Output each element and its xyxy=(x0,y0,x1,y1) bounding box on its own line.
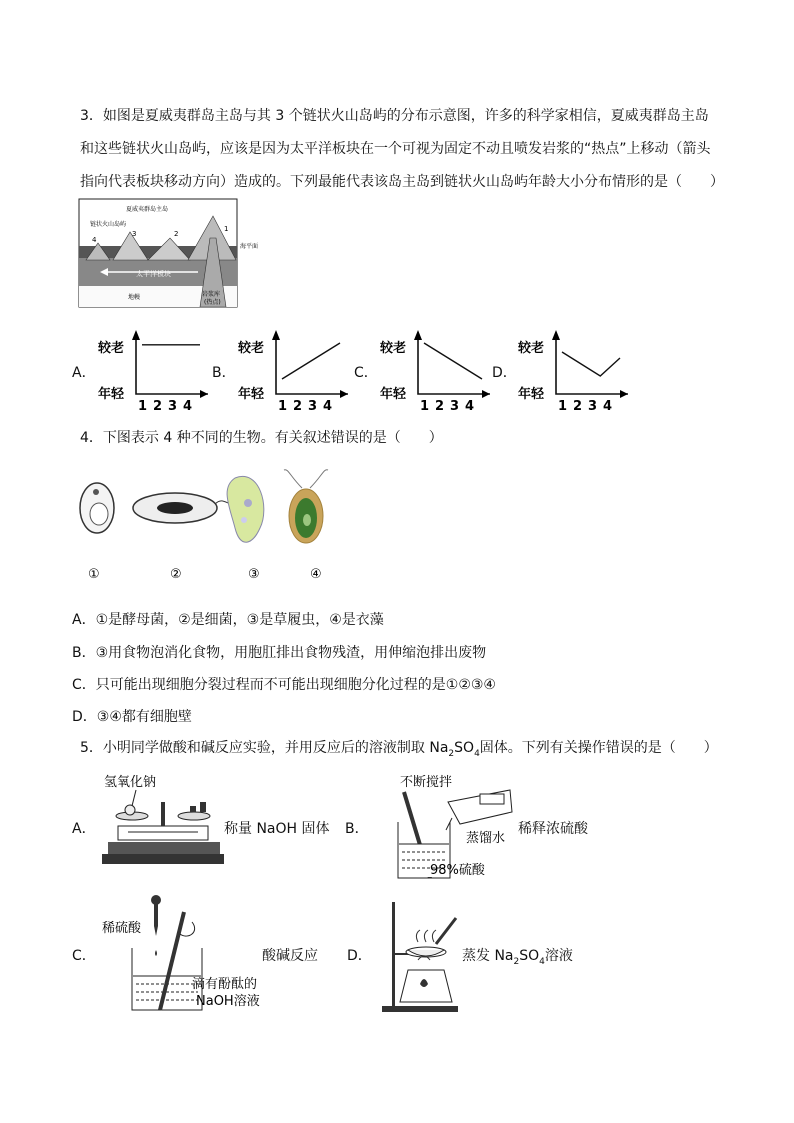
svg-text:2: 2 xyxy=(174,230,179,238)
svg-text:2: 2 xyxy=(293,399,303,414)
svg-text:较老: 较老 xyxy=(380,341,407,356)
svg-text:4: 4 xyxy=(603,399,613,414)
svg-text:3: 3 xyxy=(588,399,598,414)
q3-graph-d xyxy=(518,330,628,416)
paramecium-image xyxy=(227,476,264,542)
q3-hotspot-diagram xyxy=(78,198,268,310)
svg-text:③: ③ xyxy=(248,567,260,582)
q3-graph-b xyxy=(238,330,348,416)
svg-text:年轻: 年轻 xyxy=(238,387,265,402)
svg-text:3: 3 xyxy=(450,399,460,414)
magma-label: 岩浆库 xyxy=(202,291,221,298)
chlamydomonas-image xyxy=(284,470,328,543)
q3-option-a[interactable]: A． xyxy=(72,365,96,381)
svg-text:4: 4 xyxy=(183,399,193,414)
neutralization-image xyxy=(100,892,280,1020)
q5-option-d[interactable]: D． xyxy=(347,948,372,964)
q3-stem: 3．如图是夏威夷群岛主岛与其 3 个链状火山岛屿的分布示意图，许多的科学家相信，夏威夷群岛主岛和这些链状火山岛屿，应该是因为太平洋板块在一个可视为固定不动且喷发岩浆的“热点”上移动（箭头指向代表板块移动方向）造成的。下列最能代表该岛主岛到链状火山岛屿年龄大小分布情形的是（ ） xyxy=(80,108,724,190)
q3-graph-line xyxy=(562,352,620,376)
q4-option-c[interactable]: C．只可能出现细胞分裂过程而不可能出现细胞分化过程的是①②③④ xyxy=(72,677,496,693)
q3-graph-a xyxy=(98,330,208,416)
svg-text:2: 2 xyxy=(435,399,445,414)
svg-text:稀硫酸: 稀硫酸 xyxy=(102,921,142,936)
bacterium-image xyxy=(133,493,240,523)
svg-text:较老: 较老 xyxy=(518,341,545,356)
svg-text:较老: 较老 xyxy=(98,341,125,356)
svg-text:1: 1 xyxy=(278,399,288,414)
svg-text:不断搅拌: 不断搅拌 xyxy=(400,775,453,790)
q4-option-d[interactable]: D．③④都有细胞壁 xyxy=(72,709,192,725)
q3-graph-c xyxy=(380,330,490,416)
balance-image xyxy=(98,772,228,870)
svg-text:NaOH溶液: NaOH溶液 xyxy=(196,994,260,1009)
svg-text:年轻: 年轻 xyxy=(380,387,407,402)
q3-option-d[interactable]: D． xyxy=(492,365,517,381)
q3-graph-line xyxy=(282,343,340,379)
svg-text:①: ① xyxy=(88,567,100,582)
svg-text:氢氧化钠: 氢氧化钠 xyxy=(104,775,157,790)
hotspot-label: (热点) xyxy=(204,299,221,306)
svg-text:蒸馏水: 蒸馏水 xyxy=(466,831,506,846)
q5-option-c[interactable]: C． xyxy=(72,948,96,964)
q5-c-label: 酸碱反应 xyxy=(262,948,318,964)
q4-organisms xyxy=(70,468,360,588)
q3-option-b[interactable]: B． xyxy=(212,365,236,381)
q5-stem: 5．小明同学做酸和碱反应实验，并用反应后的溶液制取 $Na_2SO_4$固体。下列有关操作错误的是（ ） xyxy=(80,740,718,759)
q3-option-c[interactable]: C． xyxy=(354,365,378,381)
svg-text:年轻: 年轻 xyxy=(518,387,545,402)
q3-graph-line xyxy=(424,343,482,379)
svg-text:较老: 较老 xyxy=(238,341,265,356)
main-island-label: 夏威夷群岛主岛 xyxy=(126,206,169,213)
svg-text:3: 3 xyxy=(168,399,178,414)
q5-d-label: 蒸发 $Na_2SO_4$溶液 xyxy=(462,948,573,967)
q5-a-label: 称量 NaOH 固体 xyxy=(224,821,330,837)
svg-text:1: 1 xyxy=(138,399,148,414)
sea-level-label: 海平面 xyxy=(240,243,259,250)
svg-text:98%硫酸: 98%硫酸 xyxy=(430,863,485,878)
svg-text:1: 1 xyxy=(420,399,430,414)
q4-stem: 4．下图表示 4 种不同的生物。有关叙述错误的是（ ） xyxy=(80,430,443,446)
svg-text:滴有酚酞的: 滴有酚酞的 xyxy=(192,977,258,992)
svg-text:2: 2 xyxy=(153,399,163,414)
q4-option-b[interactable]: B．③用食物泡消化食物，用胞肛排出食物残渣，用伸缩泡排出废物 xyxy=(72,645,487,661)
svg-text:4: 4 xyxy=(465,399,475,414)
svg-text:3: 3 xyxy=(308,399,318,414)
svg-text:4: 4 xyxy=(323,399,333,414)
svg-text:②: ② xyxy=(170,567,182,582)
q5-b-label: 稀释浓硫酸 xyxy=(518,821,588,837)
svg-text:1: 1 xyxy=(558,399,568,414)
svg-text:1: 1 xyxy=(224,225,229,233)
yeast-image xyxy=(80,483,114,533)
q5-option-a[interactable]: A． xyxy=(72,821,96,837)
q5-option-b[interactable]: B． xyxy=(345,821,369,837)
svg-text:年轻: 年轻 xyxy=(98,387,125,402)
chain-label: 链状火山岛屿 xyxy=(90,221,127,228)
q4-option-a[interactable]: A．①是酵母菌，②是细菌，③是草履虫，④是衣藻 xyxy=(72,612,384,628)
svg-text:3: 3 xyxy=(132,230,137,238)
mantle-label: 地幔 xyxy=(128,294,141,301)
svg-text:④: ④ xyxy=(310,567,322,582)
plate-label: 太平洋板块 xyxy=(136,270,171,278)
evaporation-image xyxy=(378,898,468,1016)
svg-text:4: 4 xyxy=(92,236,97,244)
svg-text:2: 2 xyxy=(573,399,583,414)
